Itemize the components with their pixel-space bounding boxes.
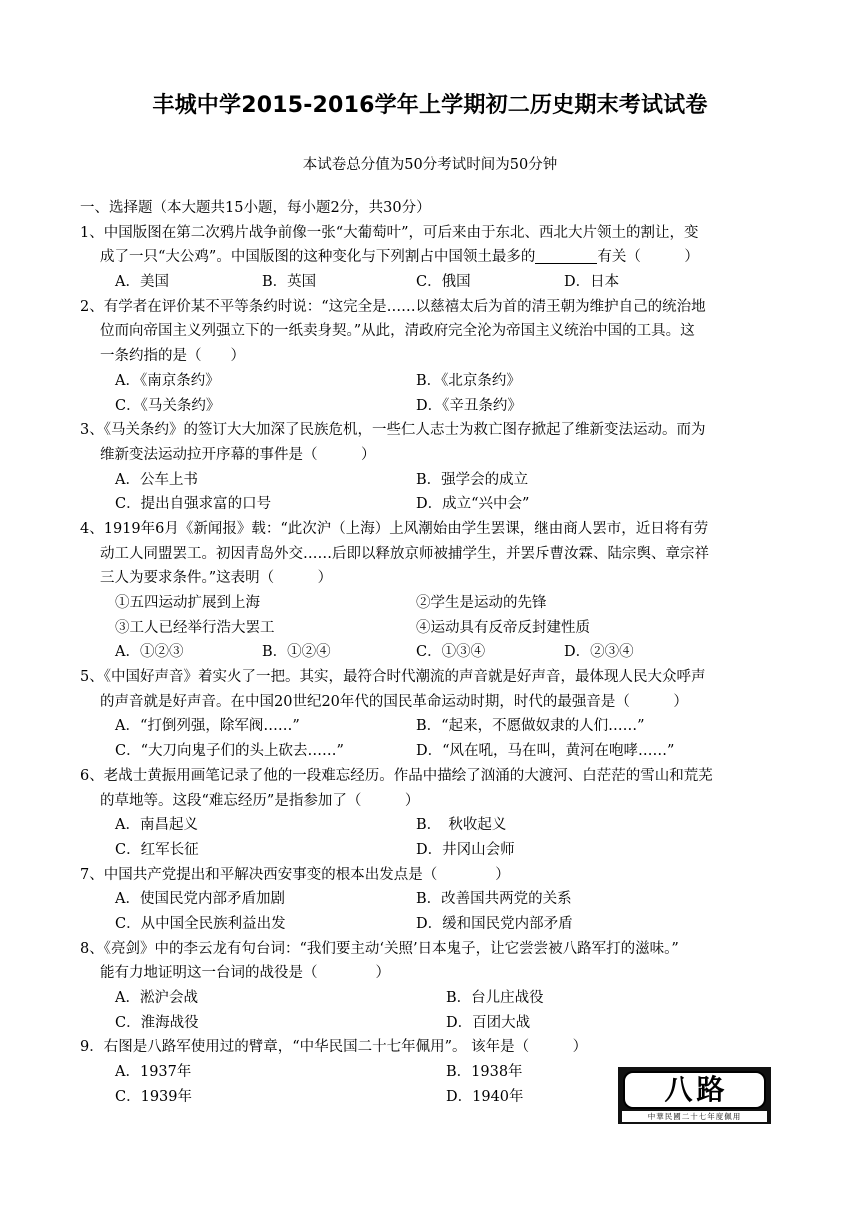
question-8-options-row-1 bbox=[80, 986, 785, 1011]
question-6-options-row-1 bbox=[80, 813, 785, 838]
option-d: D．缓和国民党内部矛盾 bbox=[416, 915, 573, 932]
statement-1: ①五四运动扩展到上海 bbox=[115, 595, 260, 611]
option-d: D．1940年 bbox=[446, 1088, 524, 1105]
option-a: A．使国民党内部矛盾加剧 bbox=[115, 891, 285, 908]
option-c: C．“大刀向鬼子们的头上砍去……” bbox=[115, 743, 344, 760]
armband-caption: 中華民國二十七年度佩用 bbox=[622, 1111, 767, 1122]
question-2-options-row-2 bbox=[80, 394, 785, 419]
statement-2: ②学生是运动的先锋 bbox=[416, 595, 547, 611]
statement-3: ③工人已经举行浩大罢工 bbox=[115, 619, 275, 636]
question-3-options-row-1 bbox=[80, 468, 785, 493]
option-d: D．“风在吼，马在叫，黄河在咆哮……” bbox=[416, 743, 675, 760]
option-b: B．《北京条约》 bbox=[416, 372, 521, 389]
option-c: C．俄国 bbox=[416, 274, 471, 291]
question-8-line-2: 能有力地证明这一台词的战役是（ ） bbox=[100, 965, 390, 982]
question-1-text: 成了一只“大公鸡”。中国版图的这种变化与下列割占中国领土最多的 bbox=[100, 249, 536, 266]
exam-content bbox=[80, 196, 785, 1109]
option-b: B．改善国共两党的关系 bbox=[416, 891, 572, 908]
question-4-statements-row-2 bbox=[80, 616, 785, 641]
option-a: A．“打倒列强，除军阀……” bbox=[115, 718, 300, 735]
question-7-line-1: 7、中国共产党提出和平解决西安事变的根本出发点是（ ） bbox=[80, 866, 510, 883]
question-3-line-1: 3、《马关条约》的签订大大加深了民族危机，一些仁人志士为救亡图存掀起了维新变法运动。而为 bbox=[80, 422, 706, 439]
exam-subtitle: 本试卷总分值为50分考试时间为50分钟 bbox=[302, 157, 558, 173]
question-8-options-row-2 bbox=[80, 1011, 785, 1036]
question-9-line-1: 9．右图是八路军使用过的臂章，“中华民国二十七年佩用”。 该年是（ ） bbox=[80, 1039, 588, 1056]
exam-title: 丰城中学2015-2016学年上学期初二历史期末考试试卷 bbox=[152, 93, 708, 118]
question-3-options-row-2 bbox=[80, 492, 785, 517]
question-1-line-2 bbox=[80, 245, 785, 270]
option-c: C．淮海战役 bbox=[115, 1014, 199, 1031]
question-7-options-row-1 bbox=[80, 887, 785, 912]
question-4-line-2: 动工人同盟罢工。初因青岛外交……后即以释放京师被捕学生，并罢斥曹汝霖、陆宗舆、章宗祥 bbox=[100, 545, 709, 562]
option-d: D．②③④ bbox=[564, 644, 634, 661]
question-1-tail: 有关（ ） bbox=[597, 249, 699, 266]
option-b: B．台儿庄战役 bbox=[446, 990, 544, 1006]
question-6-line-2: 的草地等。这段“难忘经历”是指参加了（ ） bbox=[100, 792, 420, 809]
option-d: D．百团大战 bbox=[446, 1014, 531, 1031]
option-d: D．井冈山会师 bbox=[416, 841, 515, 858]
answer-blank bbox=[535, 247, 597, 264]
question-6-line-1: 6、老战士黄振用画笔记录了他的一段难忘经历。作品中描绘了汹涌的大渡河、白茫茫的雪山和荒芜 bbox=[80, 767, 713, 784]
armband-emblem bbox=[623, 1071, 766, 1109]
question-5-line-2: 的声音就是好声音。在中国20世纪20年代的国民革命运动时期，时代的最强音是（ ） bbox=[100, 693, 688, 710]
option-b: B．“起来，不愿做奴隶的人们……” bbox=[416, 718, 645, 735]
question-1-options bbox=[80, 270, 785, 295]
question-2-line-2: 位而向帝国主义列强立下的一纸卖身契。”从此，清政府完全沦为帝国主义统治中国的工具。这 bbox=[100, 323, 695, 340]
statement-4: ④运动具有反帝反封建性质 bbox=[416, 619, 590, 636]
option-b: B． 秋收起义 bbox=[416, 817, 507, 834]
option-c: C．提出自强求富的口号 bbox=[115, 496, 272, 513]
option-b: B．①②④ bbox=[262, 644, 331, 661]
option-d: D．日本 bbox=[564, 274, 620, 291]
option-a: A．美国 bbox=[115, 274, 169, 291]
question-4-line-1: 4、1919年6月《新闻报》载：“此次沪（上海）上风潮始由学生罢课，继由商人罢市，近日将有劳 bbox=[80, 520, 709, 537]
question-4-line-3: 三人为要求条件。”这表明（ ） bbox=[100, 570, 333, 587]
question-6-options-row-2 bbox=[80, 838, 785, 863]
option-b: B．英国 bbox=[262, 274, 317, 291]
question-4-statements-row-1 bbox=[80, 591, 785, 616]
question-5-line-1: 5、《中国好声音》着实火了一把。其实，最符合时代潮流的声音就是好声音，最体现人民大众呼声 bbox=[80, 669, 706, 686]
option-c: C．1939年 bbox=[115, 1088, 192, 1105]
option-b: B．强学会的成立 bbox=[416, 471, 529, 488]
option-a: A．《南京条约》 bbox=[115, 372, 220, 389]
question-5-options-row-2 bbox=[80, 739, 785, 764]
option-c: C．从中国全民族利益出发 bbox=[115, 915, 286, 932]
question-2-line-1: 2、有学者在评价某不平等条约时说：“这完全是……以慈禧太后为首的清王朝为维护自己的统治地 bbox=[80, 298, 706, 315]
question-2-options-row-1 bbox=[80, 369, 785, 394]
option-d: D．成立“兴中会” bbox=[416, 496, 530, 513]
armband-main-text: 八路 bbox=[664, 1073, 729, 1106]
question-2-line-3: 一条约指的是（ ） bbox=[100, 348, 245, 365]
option-c: C．《马关条约》 bbox=[115, 397, 221, 414]
question-3-line-2: 维新变法运动拉开序幕的事件是（ ） bbox=[100, 446, 376, 463]
question-7-options-row-2 bbox=[80, 912, 785, 937]
option-c: C．①③④ bbox=[416, 644, 486, 661]
option-a: A．南昌起义 bbox=[115, 817, 198, 834]
option-a: A．公车上书 bbox=[115, 471, 198, 488]
eighth-route-army-armband-image bbox=[618, 1067, 771, 1124]
option-a: A．1937年 bbox=[115, 1064, 192, 1081]
option-a: A．淞沪会战 bbox=[115, 990, 198, 1006]
option-d: D．《辛丑条约》 bbox=[416, 397, 522, 414]
question-4-options bbox=[80, 640, 785, 665]
question-5-options-row-1 bbox=[80, 714, 785, 739]
option-c: C．红军长征 bbox=[115, 841, 199, 858]
question-1-line-1: 1、中国版图在第二次鸦片战争前像一张“大葡萄叶”，可后来由于东北、西北大片领土的割让，变 bbox=[80, 224, 699, 241]
option-b: B．1938年 bbox=[446, 1064, 523, 1081]
section-heading: 一、选择题（本大题共15小题，每小题2分，共30分） bbox=[80, 200, 431, 216]
option-a: A．①②③ bbox=[115, 644, 184, 661]
question-8-line-1: 8、《亮剑》中的李云龙有句台词：“我们要主动‘关照’日本鬼子，让它尝尝被八路军打的滋味。” bbox=[80, 940, 679, 957]
